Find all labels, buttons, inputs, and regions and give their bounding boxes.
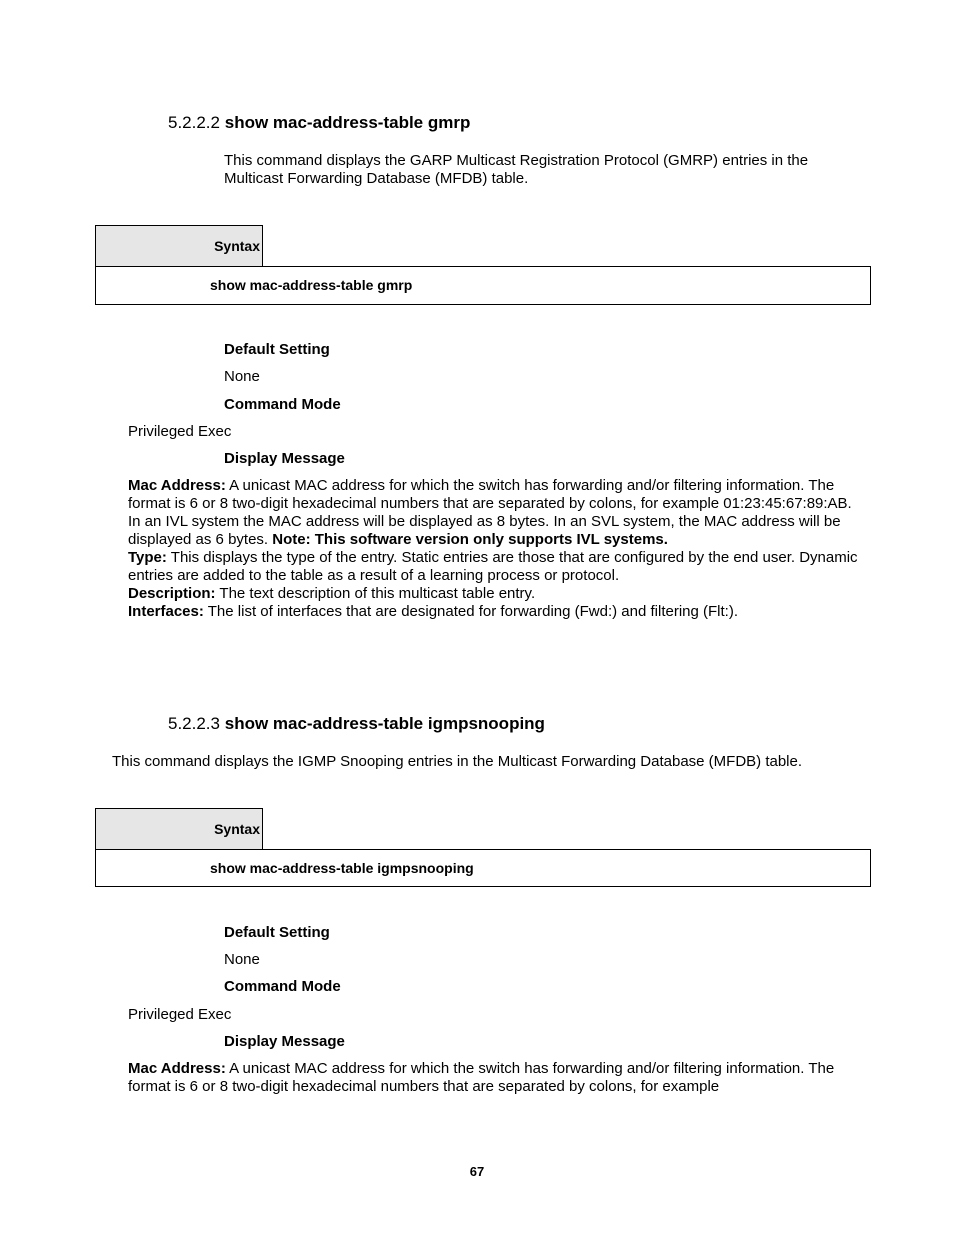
display-message-body — [128, 1060, 868, 1096]
section-title: show mac-address-table igmpsnooping — [224, 714, 545, 733]
description-label: Description: — [128, 585, 216, 602]
syntax-command: show mac-address-table gmrp — [210, 277, 413, 293]
section-intro: This command displays the IGMP Snooping entries in the Multicast Forwarding Database (MFDB) table. — [112, 753, 803, 770]
section-intro: This command displays the GARP Multicast Registration Protocol (GMRP) entries in the Multicast Forwarding Database (MFDB) table. — [224, 152, 809, 187]
section-number: 5.2.2.2 — [168, 113, 220, 132]
type-text: This displays the type of the entry. Static entries are those that are configured by the end user. Dynamic entries are added to the table as a result of a learning process or protocol. — [128, 549, 858, 584]
syntax-command: show mac-address-table igmpsnooping — [210, 860, 474, 876]
default-setting-value: None — [224, 951, 260, 968]
syntax-header — [95, 808, 263, 849]
section-number: 5.2.2.3 — [168, 714, 220, 733]
mac-address-label: Mac Address: — [128, 1060, 226, 1077]
syntax-label: Syntax — [214, 821, 260, 837]
display-message-label: Display Message — [224, 1033, 345, 1050]
display-message-label: Display Message — [224, 450, 345, 467]
default-setting-label: Default Setting — [224, 341, 330, 358]
type-label: Type: — [128, 549, 167, 566]
syntax-label: Syntax — [214, 238, 260, 254]
section-title: show mac-address-table gmrp — [224, 113, 471, 132]
default-setting-label: Default Setting — [224, 924, 330, 941]
description-text: The text description of this multicast table entry. — [215, 585, 536, 602]
default-setting-value: None — [224, 368, 260, 385]
page-number: 67 — [469, 1164, 485, 1179]
command-mode-value: Privileged Exec — [128, 423, 232, 440]
command-mode-label: Command Mode — [224, 396, 341, 413]
mac-address-text: A unicast MAC address for which the switch has forwarding and/or filtering information. The format is 6 or 8 two-digit hexadecimal numbers that are separated by colons, for example 01:23:45:67:89:AB. In an IVL system the MAC address will be displayed as 8 bytes. In an SVL system, the MAC address will be displayed as 6 bytes. — [128, 477, 852, 548]
command-mode-label: Command Mode — [224, 978, 341, 995]
syntax-box — [95, 266, 871, 305]
syntax-box — [95, 849, 871, 887]
syntax-header — [95, 225, 263, 266]
mac-address-text: A unicast MAC address for which the switch has forwarding and/or filtering information. The format is 6 or 8 two-digit hexadecimal numbers that are separated by colons, for example — [128, 1060, 835, 1095]
mac-address-label: Mac Address: — [128, 477, 226, 494]
display-message-body — [128, 477, 868, 621]
ivl-note: Note: This software version only supports IVL systems. — [272, 531, 668, 548]
interfaces-text: The list of interfaces that are designated for forwarding (Fwd:) and filtering (Flt:). — [203, 603, 739, 620]
section-heading — [168, 714, 545, 734]
section-heading — [168, 113, 470, 133]
interfaces-label: Interfaces: — [128, 603, 204, 620]
command-mode-value: Privileged Exec — [128, 1006, 232, 1023]
